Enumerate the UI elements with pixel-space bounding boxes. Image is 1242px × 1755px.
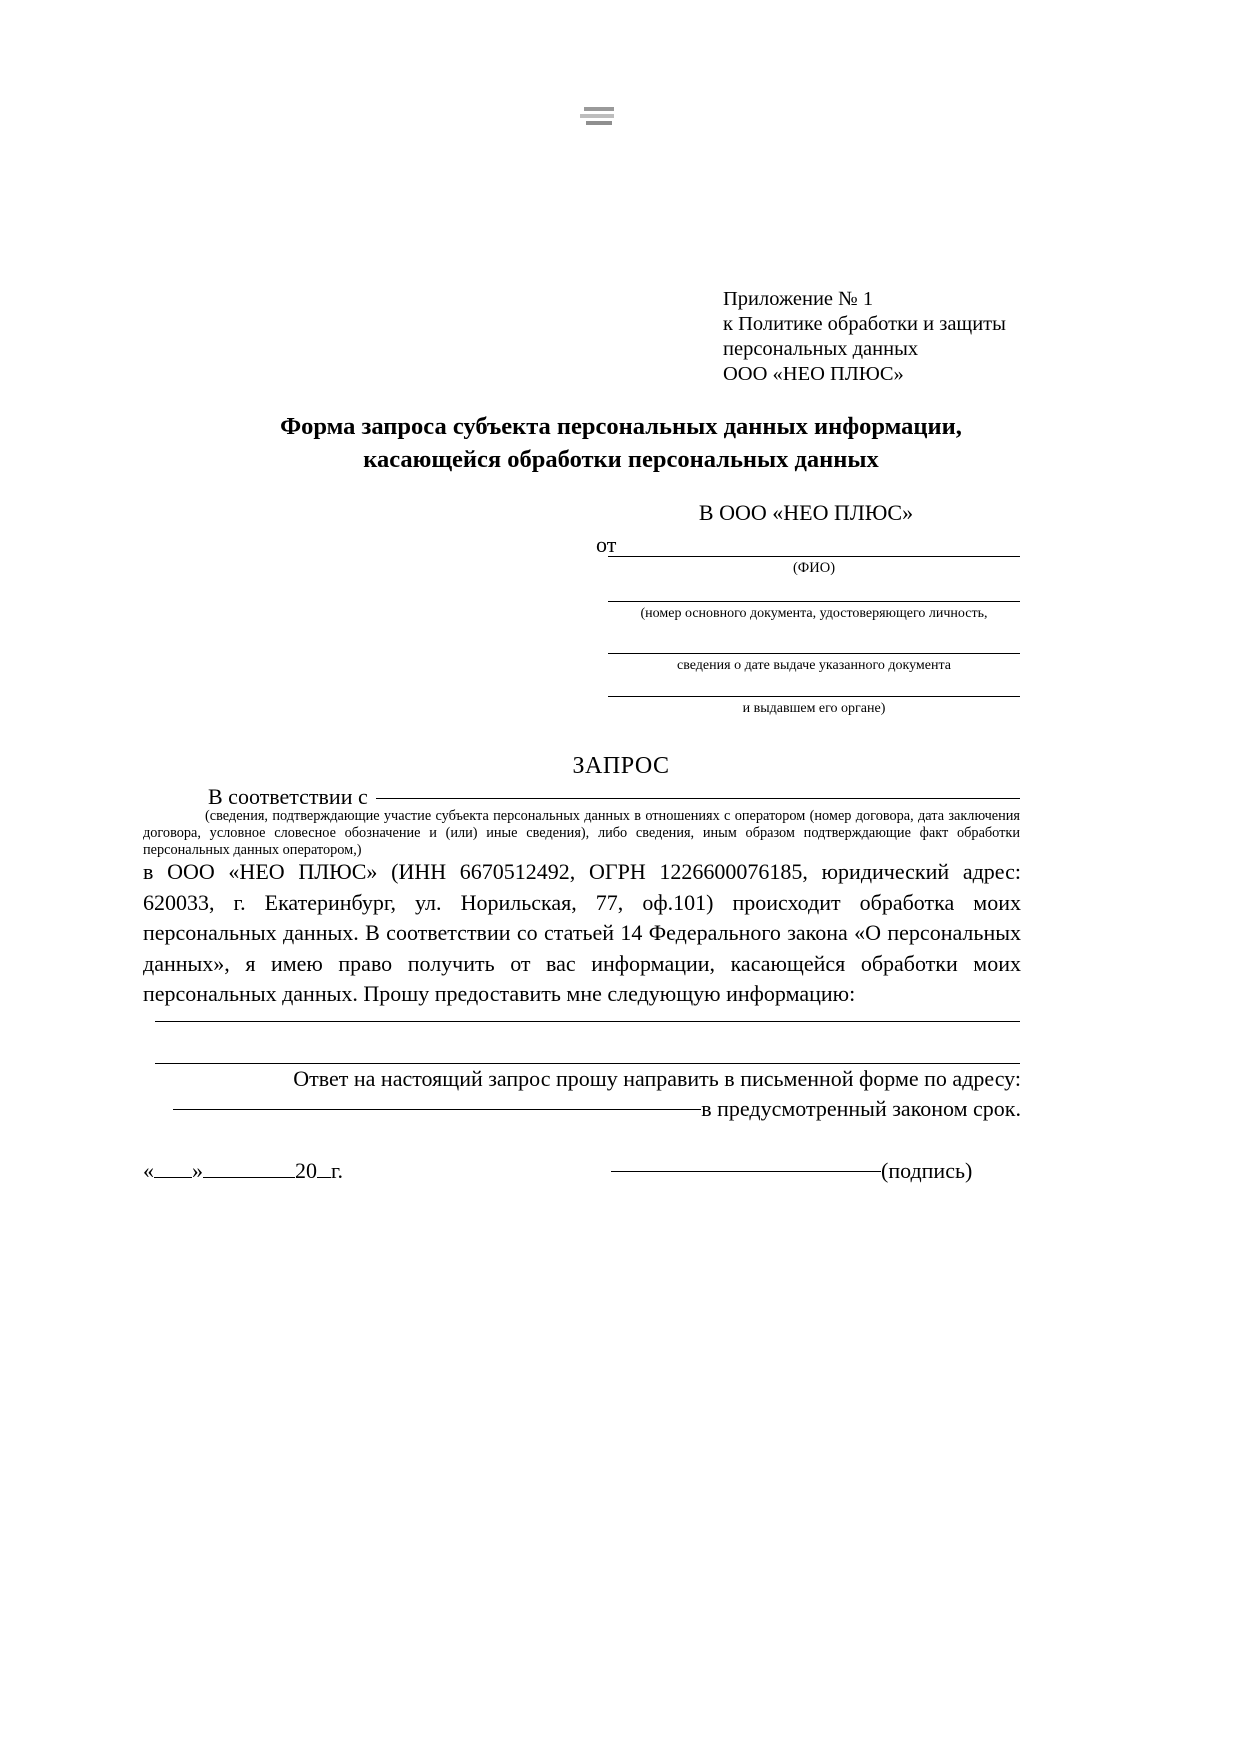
signature-input-rule[interactable] [611, 1171, 881, 1172]
signature-year-prefix: 20 [295, 1158, 317, 1183]
signature-row [143, 1158, 1021, 1192]
field-document-organ[interactable] [608, 696, 1020, 718]
appendix-line-3: персональных данных [723, 338, 919, 360]
answer-blank-line-1[interactable] [155, 1021, 1020, 1022]
field-document-number-rule[interactable] [608, 601, 1020, 602]
accordance-input-rule[interactable] [376, 798, 1020, 799]
signature-caption: (подпись) [881, 1158, 973, 1183]
answer-address-line-2[interactable] [143, 1094, 1021, 1124]
answer-address-tail: в предусмотренный законом срок. [701, 1096, 1021, 1121]
document-lines-logo-icon [580, 105, 616, 131]
appendix-block [723, 287, 1203, 387]
field-document-date-rule[interactable] [608, 653, 1020, 654]
signature-date-quote-open: « [143, 1158, 154, 1183]
accordance-label: В соответствии с [208, 784, 368, 809]
field-document-date[interactable] [608, 653, 1020, 675]
answer-address-line-1: Ответ на настоящий запрос прошу направить в письменной форме по адресу: [293, 1066, 1021, 1091]
field-fio-caption: (ФИО) [792, 560, 836, 576]
body-paragraph: в ООО «НЕО ПЛЮС» (ИНН 6670512492, ОГРН 1226600076185, юридический адрес: 620033, г. Екатеринбург, ул. Норильская, 77, оф.101) происходит обработка моих персональных данных. В соответствии со статьей 14 Федерального закона «О персональных данных», я имею право получить от вас информации, касающейся обработки моих персональных данных. Прошу предоставить мне следующую информацию: [143, 859, 1021, 1006]
signature-year-suffix: г. [331, 1158, 344, 1183]
signature-date-field[interactable] [143, 1158, 343, 1184]
page-title [140, 410, 1102, 476]
explanation-text-content: (сведения, подтверждающие участие субъекта персональных данных в отношениях с оператором (номер договора, дата заключения договора, условное словесное обозначение и (или) иные сведения), либо сведения, иным образом подтверждающие факт обработки персональных данных оператором,) [143, 808, 1020, 858]
page-title-line-1: Форма запроса субъекта персональных данных информации, [280, 413, 962, 440]
field-document-date-caption: сведения о дате выдаче указанного документа [677, 658, 951, 673]
field-document-organ-caption: и выдавшем его органе) [742, 701, 886, 716]
accordance-line[interactable] [152, 783, 1020, 811]
appendix-line-4: ООО «НЕО ПЛЮС» [723, 363, 904, 385]
signature-year-blank[interactable] [317, 1177, 331, 1178]
addressee-block [596, 498, 1016, 559]
page-title-line-2: касающейся обработки персональных данных [363, 446, 879, 473]
appendix-line-1: Приложение № 1 [723, 288, 874, 310]
answer-address-paragraph [143, 1064, 1021, 1124]
addressee-from-label: от [596, 532, 617, 557]
request-heading: ЗАПРОС [572, 753, 670, 779]
addressee-organization: В ООО «НЕО ПЛЮС» [698, 500, 914, 525]
signature-date-quote-close: » [192, 1158, 203, 1183]
field-document-organ-rule[interactable] [608, 696, 1020, 697]
signature-day-blank[interactable] [154, 1177, 192, 1178]
field-fio-rule[interactable] [608, 556, 1020, 557]
field-document-number-caption: (номер основного документа, удостоверяющего личность, [640, 606, 988, 621]
signature-month-blank[interactable] [203, 1177, 295, 1178]
answer-address-input-rule[interactable] [173, 1109, 701, 1110]
explanation-text [143, 808, 1020, 859]
signature-field[interactable] [611, 1158, 972, 1184]
appendix-line-2: к Политике обработки и защиты [723, 313, 1006, 335]
field-document-number[interactable] [608, 601, 1020, 623]
field-fio[interactable] [608, 556, 1020, 578]
